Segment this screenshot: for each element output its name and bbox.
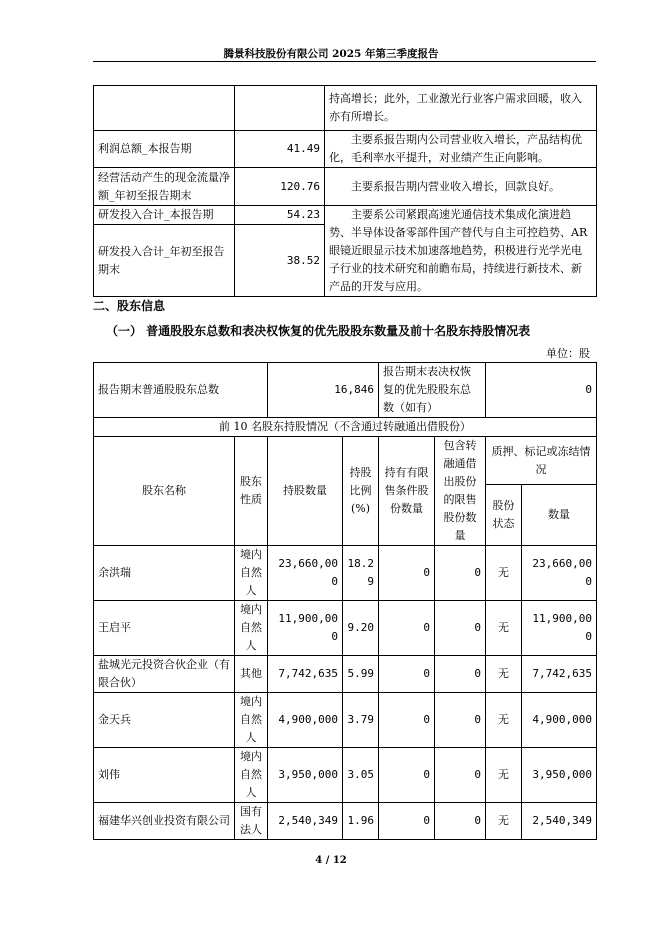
holder-qty: 11,900,000 bbox=[522, 601, 597, 656]
holder-nature: 境内自然人 bbox=[235, 748, 268, 803]
table-row bbox=[94, 803, 597, 840]
holder-shares: 2,540,349 bbox=[268, 803, 343, 840]
holder-status: 无 bbox=[486, 656, 522, 693]
holder-ratio: 3.05 bbox=[343, 748, 379, 803]
page-number: 4 / 12 bbox=[315, 855, 347, 866]
holder-restricted: 0 bbox=[379, 693, 435, 748]
header-name: 股东名称 bbox=[94, 437, 235, 546]
header-qty: 数量 bbox=[522, 485, 597, 546]
header-rule bbox=[93, 61, 596, 62]
holder-name: 金天兵 bbox=[94, 693, 235, 748]
holder-nature: 其他 bbox=[235, 656, 268, 693]
header-nature: 股东性质 bbox=[235, 437, 268, 546]
reason-cell: 持高增长；此外，工业激光行业客户需求回暖，收入亦有所增长。 bbox=[325, 86, 597, 131]
holder-nature: 境内自然人 bbox=[235, 693, 268, 748]
reason-cell: 主要系报告期内营业收入增长，回款良好。 bbox=[325, 168, 597, 206]
table-row bbox=[94, 546, 597, 601]
value-cell bbox=[235, 86, 325, 131]
holder-qty: 23,660,000 bbox=[522, 546, 597, 601]
item-cell: 研发投入合计_年初至报告期末 bbox=[94, 225, 235, 297]
holder-restricted: 0 bbox=[379, 656, 435, 693]
caption-row bbox=[94, 418, 597, 437]
item-cell: 研发投入合计_本报告期 bbox=[94, 206, 235, 225]
holder-nature: 国有法人 bbox=[235, 803, 268, 840]
holder-nature: 境内自然人 bbox=[235, 601, 268, 656]
total-holders-value: 16,846 bbox=[268, 363, 379, 418]
holder-lent: 0 bbox=[435, 748, 486, 803]
page-header: 腾景科技股份有限公司 2025 年第三季度报告 bbox=[223, 48, 439, 60]
item-cell bbox=[94, 86, 235, 131]
reason-cell: 主要系公司紧跟高速光通信技术集成化演进趋势、半导体设备零部件国产替代与自主可控趋势、AR眼镜近眼显示技术加速落地趋势，积极进行光学光电子行业的技术研究和前瞻布局，持续进行新技术、新产品的开发与应用。 bbox=[325, 206, 597, 297]
holder-status: 无 bbox=[486, 693, 522, 748]
table-row bbox=[94, 601, 597, 656]
holder-ratio: 9.20 bbox=[343, 601, 379, 656]
holder-ratio: 5.99 bbox=[343, 656, 379, 693]
holder-lent: 0 bbox=[435, 601, 486, 656]
holder-qty: 2,540,349 bbox=[522, 803, 597, 840]
reason-cell: 主要系报告期内公司营业收入增长，产品结构优化，毛利率水平提升，对业绩产生正向影响。 bbox=[325, 131, 597, 168]
summary-row bbox=[94, 363, 597, 418]
pref-holders-label: 报告期末表决权恢复的优先股股东总数（如有） bbox=[379, 363, 486, 418]
header-lent: 包含转融通借出股份的限售股份数量 bbox=[435, 437, 486, 546]
holder-restricted: 0 bbox=[379, 748, 435, 803]
holder-lent: 0 bbox=[435, 656, 486, 693]
table-row bbox=[94, 693, 597, 748]
shareholder-table bbox=[93, 362, 597, 840]
table-row bbox=[94, 206, 597, 225]
holder-lent: 0 bbox=[435, 693, 486, 748]
holder-ratio: 18.29 bbox=[343, 546, 379, 601]
holder-name: 王启平 bbox=[94, 601, 235, 656]
total-holders-label: 报告期末普通股股东总数 bbox=[94, 363, 268, 418]
change-reason-table bbox=[93, 85, 597, 297]
holder-status: 无 bbox=[486, 748, 522, 803]
table-row bbox=[94, 86, 597, 131]
holder-nature: 境内自然人 bbox=[235, 546, 268, 601]
top10-caption: 前 10 名股东持股情况（不含通过转融通出借股份） bbox=[94, 418, 597, 437]
holder-ratio: 3.79 bbox=[343, 693, 379, 748]
table-row bbox=[94, 748, 597, 803]
holder-name: 盐城光元投资合伙企业（有限合伙） bbox=[94, 656, 235, 693]
table-row bbox=[94, 168, 597, 206]
holder-restricted: 0 bbox=[379, 601, 435, 656]
header-pledge: 质押、标记或冻结情况 bbox=[486, 437, 597, 485]
subsection-title: （一） 普通股股东总数和表决权恢复的优先股股东数量及前十名股东持股情况表 bbox=[106, 324, 531, 338]
holder-shares: 3,950,000 bbox=[268, 748, 343, 803]
table-row bbox=[94, 131, 597, 168]
holder-status: 无 bbox=[486, 546, 522, 601]
holder-status: 无 bbox=[486, 601, 522, 656]
header-restricted: 持有有限售条件股份数量 bbox=[379, 437, 435, 546]
item-cell: 经营活动产生的现金流量净额_年初至报告期末 bbox=[94, 168, 235, 206]
section-title: 二、股东信息 bbox=[93, 299, 166, 313]
header-ratio: 持股比例(%) bbox=[343, 437, 379, 546]
holder-status: 无 bbox=[486, 803, 522, 840]
holder-name: 刘伟 bbox=[94, 748, 235, 803]
holder-ratio: 1.96 bbox=[343, 803, 379, 840]
pref-holders-value: 0 bbox=[486, 363, 597, 418]
holder-shares: 4,900,000 bbox=[268, 693, 343, 748]
holder-qty: 3,950,000 bbox=[522, 748, 597, 803]
holder-name: 福建华兴创业投资有限公司 bbox=[94, 803, 235, 840]
header-status: 股份状态 bbox=[486, 485, 522, 546]
holder-restricted: 0 bbox=[379, 803, 435, 840]
holder-name: 余洪瑞 bbox=[94, 546, 235, 601]
table-row bbox=[94, 656, 597, 693]
holder-shares: 23,660,000 bbox=[268, 546, 343, 601]
value-cell: 54.23 bbox=[235, 206, 325, 225]
holder-restricted: 0 bbox=[379, 546, 435, 601]
unit-label: 单位：股 bbox=[546, 347, 590, 360]
value-cell: 120.76 bbox=[235, 168, 325, 206]
value-cell: 38.52 bbox=[235, 225, 325, 297]
holder-shares: 11,900,000 bbox=[268, 601, 343, 656]
header-shares: 持股数量 bbox=[268, 437, 343, 546]
holder-shares: 7,742,635 bbox=[268, 656, 343, 693]
holder-qty: 4,900,000 bbox=[522, 693, 597, 748]
item-cell: 利润总额_本报告期 bbox=[94, 131, 235, 168]
holder-lent: 0 bbox=[435, 546, 486, 601]
value-cell: 41.49 bbox=[235, 131, 325, 168]
header-row bbox=[94, 437, 597, 485]
holder-lent: 0 bbox=[435, 803, 486, 840]
holder-qty: 7,742,635 bbox=[522, 656, 597, 693]
